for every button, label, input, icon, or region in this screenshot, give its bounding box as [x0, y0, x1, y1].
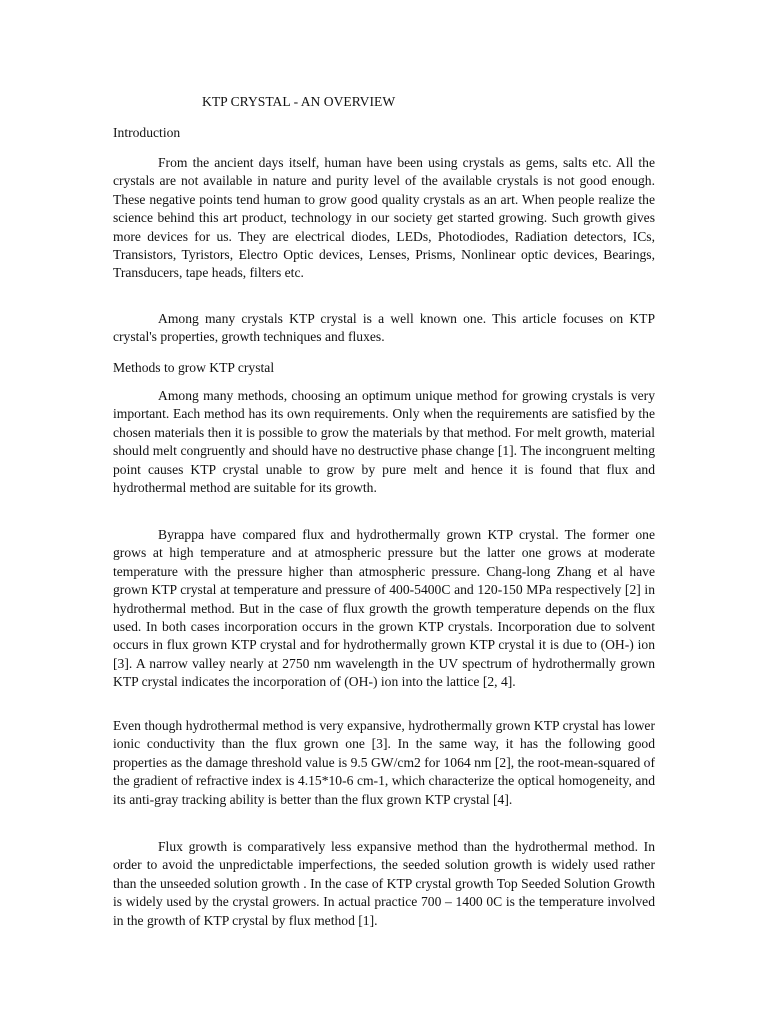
heading-introduction: Introduction: [113, 125, 181, 140]
paragraph-flux-vs-hydrothermal: Byrappa have compared flux and hydrothermally grown KTP crystal. The former one grows at high temperature and at atmospheric pressure but the latter one grows at moderate temperature with the pressure higher than atmospheric pressure. Chang-long Zhang et al have grown KTP crystal at temperature and pressure of 400-5400C and 120-150 MPa respectively [2] in hydrothermal method. But in the case of flux growth the growth temperature depends on the flux used. In both cases incorporation occurs in the grown KTP crystals. Incorporation due to solvent occurs in flux grown KTP crystal and for hydrothermally grown KTP crystal it is due to (OH-) ion [3]. A narrow valley nearly at 2750 nm wavelength in the UV spectrum of hydrothermally grown KTP crystal indicates the incorporation of (OH-) ion into the lattice [2, 4].: [113, 527, 655, 690]
paragraph-hydrothermal-properties: Even though hydrothermal method is very expansive, hydrothermally grown KTP crystal has lower ionic conductivity than the flux grown one [3]. In the same way, it has the following good properties as the damage threshold value is 9.5 GW/cm2 for 1064 nm [2], the root-mean-squared of the gradient of refractive index is 4.15*10-6 cm-1, which characterize the optical homogeneity, and its anti-gray tracking ability is better than the flux grown KTP crystal [4].: [113, 718, 655, 807]
paragraph-flux-growth: Flux growth is comparatively less expansive method than the hydrothermal method. In order to avoid the unpredictable imperfections, the seeded solution growth is widely used rather than the unseeded solution growth . In the case of KTP crystal growth Top Seeded Solution Growth is widely used by the crystal growers. In actual practice 700 – 1400 0C is the temperature involved in the growth of KTP crystal by flux method [1].: [113, 839, 655, 928]
paragraph-methods-choice: Among many methods, choosing an optimum unique method for growing crystals is very important. Each method has its own requirements. Only when the requirements are satisfied by the chosen materials then it is possible to grow the materials by that method. For melt growth, material should melt congruently and should have no destructive phase change [1]. The incongruent melting point causes KTP crystal unable to grow by pure melt and hence it is found that flux and hydrothermal method are suitable for its growth.: [113, 388, 655, 496]
paragraph-intro-history: From the ancient days itself, human have been using crystals as gems, salts etc. All the crystals are not available in nature and purity level of the available crystals is not good enough. These negative points tend human to grow good quality crystals as an art. When people realize the science behind this art product, technology in our society get started growing. Such growth gives more devices for us. They are electrical diodes, LEDs, Photodiodes, Radiation detectors, ICs, Transistors, Tyristors, Electro Optic devices, Lenses, Prisms, Nonlinear optic devices, Bearings, Transducers, tape heads, filters etc.: [113, 155, 655, 281]
paragraph-intro-ktp-focus: Among many crystals KTP crystal is a well known one. This article focuses on KTP crystal's properties, growth techniques and fluxes.: [113, 311, 655, 345]
document-title: KTP CRYSTAL - AN OVERVIEW: [202, 94, 396, 109]
heading-methods: Methods to grow KTP crystal: [113, 360, 275, 375]
